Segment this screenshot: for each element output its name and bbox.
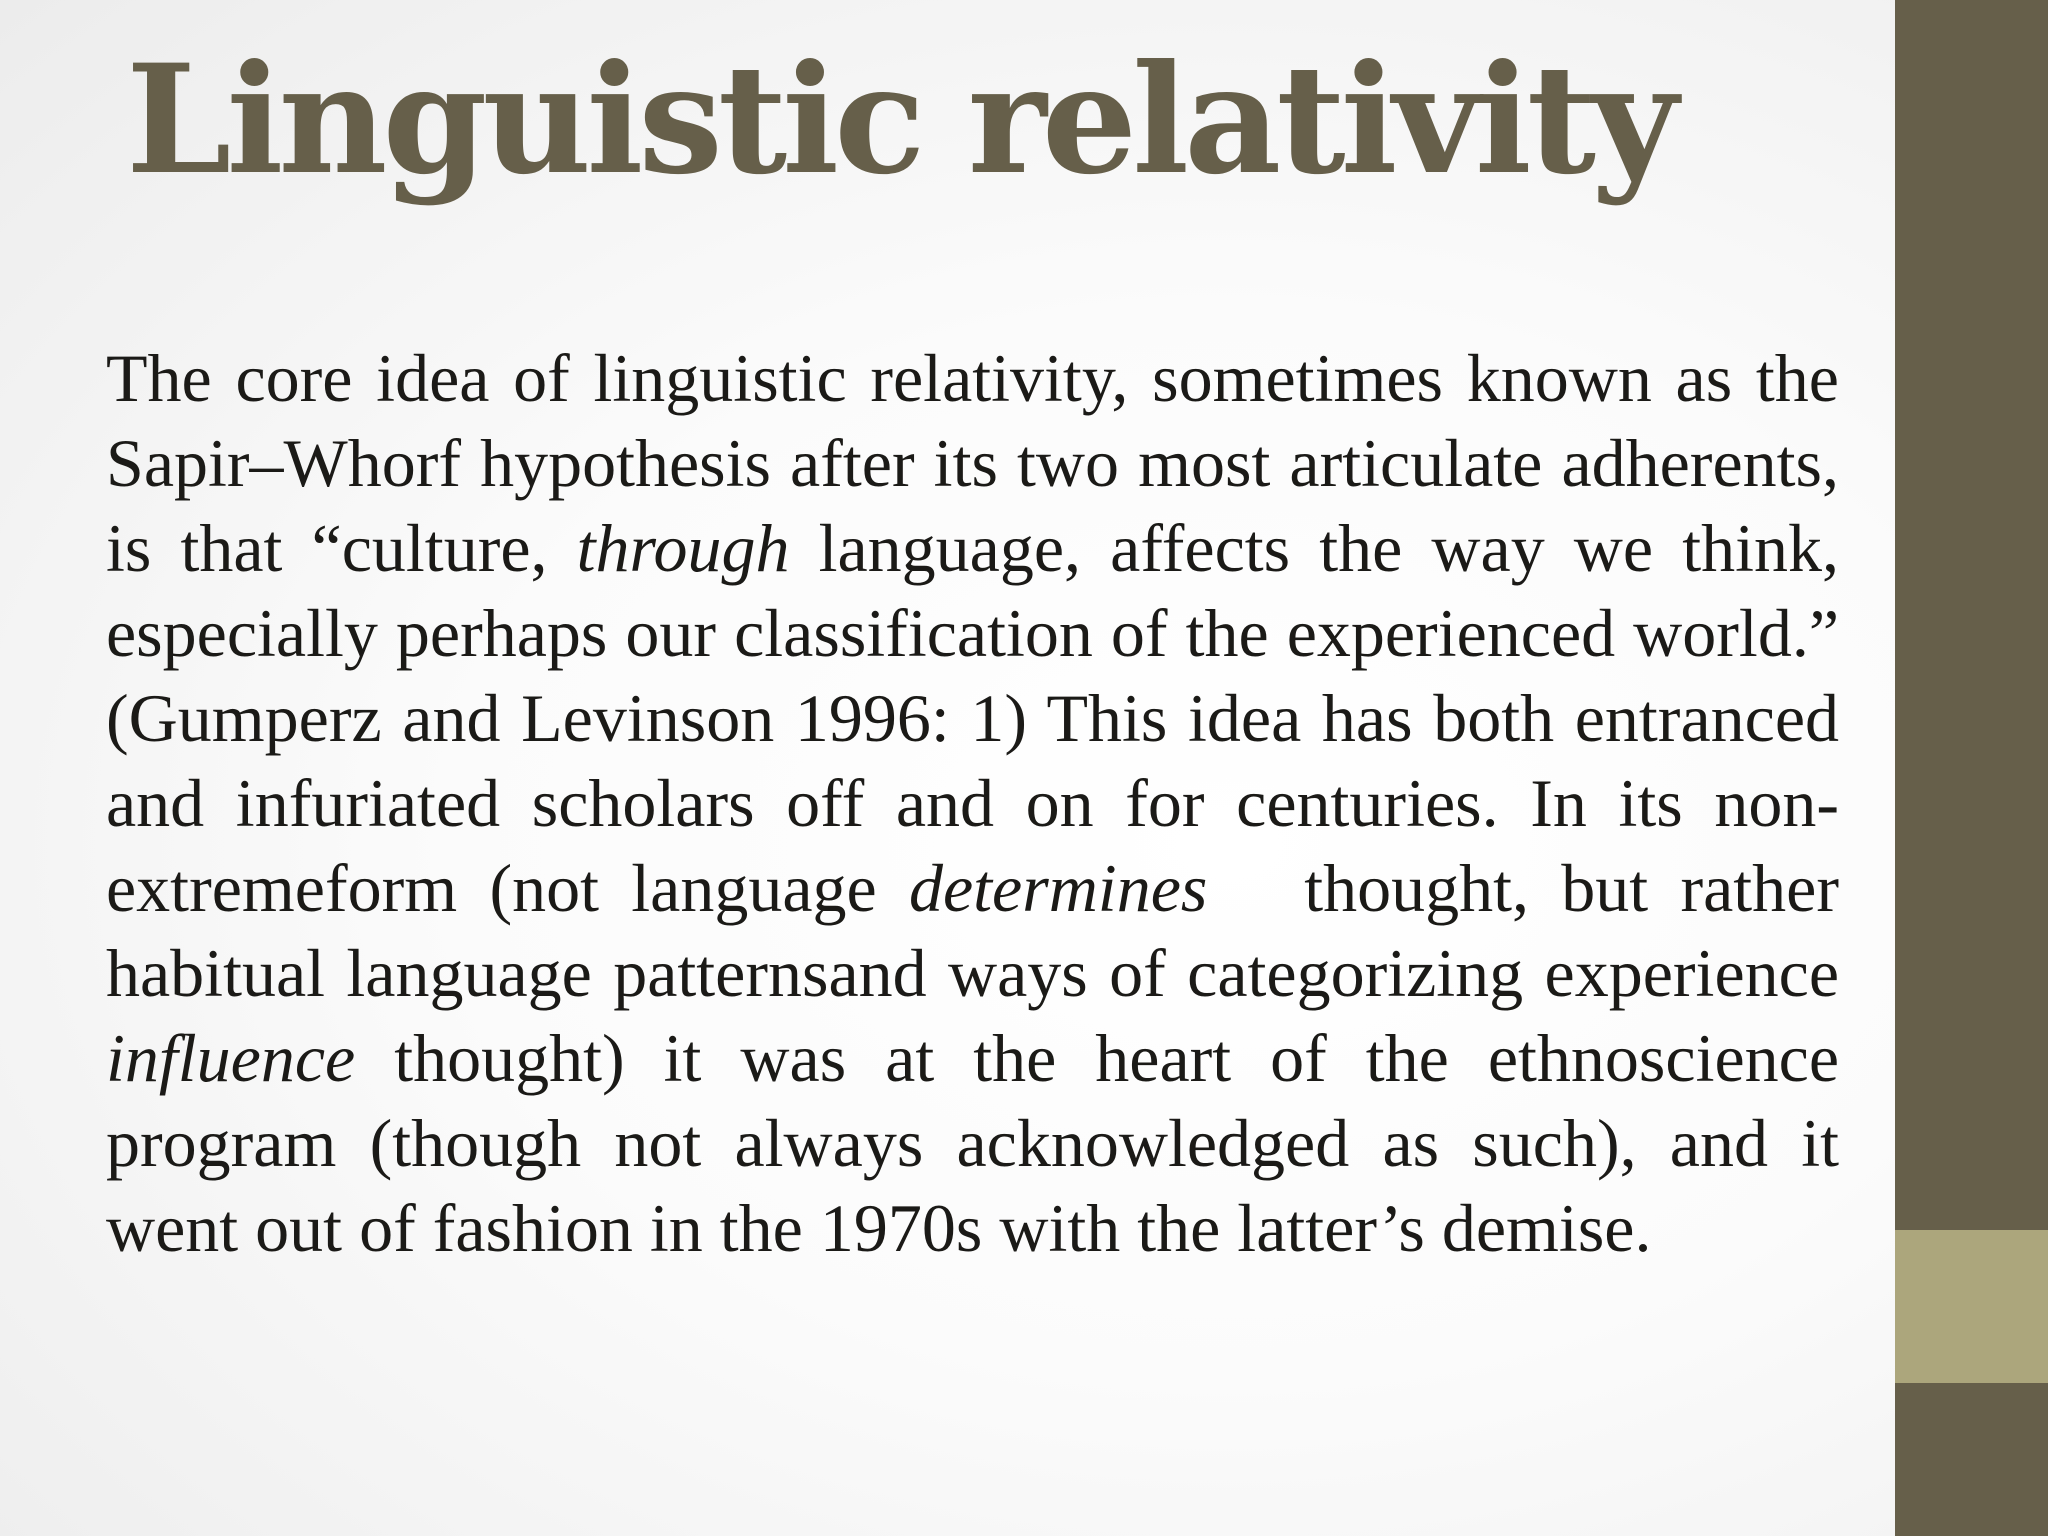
slide-title: Linguistic relativity bbox=[126, 32, 1674, 208]
italic-through: through bbox=[576, 510, 790, 586]
body-text-part-1: The core idea of linguistic relativity, sometimes known as the Sapir–Whorf hypothesis after its two most articulate adherents, is that “culture, bbox=[106, 340, 1839, 586]
body-text-part-4: thought) it was at the heart of the ethnoscience program (though not always acknowledged as such), and it went out of fashion in the 1970s with the latter’s demise. bbox=[106, 1020, 1839, 1266]
body-paragraph bbox=[106, 336, 1839, 1271]
body-text-part-2: language, affects the way we think, especially perhaps our classification of the experienced world.” (Gumperz and Levinson 1996: 1) This idea has both entranced and infuriated scholars off and on for centuries. In its non-extremeform (not language bbox=[106, 510, 1839, 926]
italic-determines: determines bbox=[908, 850, 1208, 926]
italic-influence: influence bbox=[106, 1020, 356, 1096]
decorative-side-accent bbox=[1895, 1230, 2048, 1383]
body-text-part-3: thought, but rather habitual language patternsand ways of categorizing experience bbox=[106, 850, 1839, 1011]
